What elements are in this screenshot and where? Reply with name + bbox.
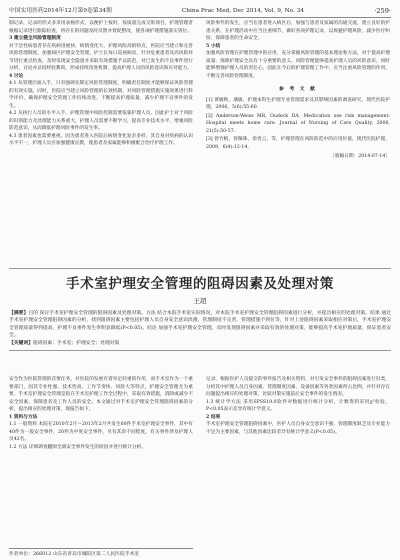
references-list — [206, 97, 390, 152]
section-heading: 1 资料与方法 — [9, 414, 38, 420]
abstract-text: 目的 探讨手术室护理安全管理的阻碍因素及处理对策。方法 结合本院手术室实际情况，对本院手术室护理安全管理阻碍因素进行分析，并提出相应的处理对策。结果 通过手术室护理安全管理阻碍因素的分析，找到阻碍因素主要包括护理人员自身安全意识淡薄、管理制度不完善、管理措施不到位等，针对上述阻碍因素采取相应对策后，手术室护理安全管理质量得到提高，护理不良事件发生率明显降低(P<0.05)。结论 加强手术室护理安全管理，及时发现阻碍因素并采取有效的处理对策，能够提高手术室护理质量，保证患者安全。 — [9, 311, 391, 339]
reference-item: [3] 曾竹帆，曾佩珠，余善云，等，护理管理在风险防范中的应用价值，现代医院护理，2009，6(4):12-14. — [206, 137, 390, 150]
journal-name: 中国实用医药2014年12月第9卷第34期 — [9, 7, 112, 14]
body-paragraph: 1.2 方法 详细调查翻阅全部安全事件发生的原因并进行统计分析。 — [9, 444, 146, 450]
abstract-paragraph — [9, 310, 391, 340]
section-heading: 5 小结 — [206, 43, 221, 49]
keywords-tag: 【关键词】 — [9, 339, 33, 346]
keywords-paragraph — [9, 340, 391, 347]
body-paragraph: 对于急性病患者存在疾病进展快、病情变化大、护理风险高的特点，医院应当建立和完善风险管理制度，加强病区护理安全管理，护士长每日巡视病房，针对危重患者及高风险环节进行重点检查，及时发现安全隐患并采取有效措施予以防范，对已发生的不良事件进行分析、讨论并总结经验教训，形成持续改进机制，提高护理人员的风险意识和应对能力。 — [9, 43, 193, 71]
body-paragraph: 4.3 患者因素也需要重视，因为患者进入医院后病情变化复杂多样，其自身对疾病的认识水平不一，护理人员应加强健康宣教，使患者及家属能够积极配合治疗护理工作。 — [9, 133, 193, 146]
references-heading: 参 考 文 献 — [279, 87, 317, 92]
body-paragraph: 风险事件的发生，应当在患者进入病区后，加强与患者及家属的沟通交流，建立良好的护患关系，在护理活动中应当注重细节，做好各项护理记录，以规避护理风险，减少医疗纠纷，保障患者的生命安全。 — [206, 21, 390, 41]
body-paragraph: 安全作为医院管理的首要任务，对医院的发展有着举足轻重的作用，而手术室作为一个重要部门，因其专业性强、技术性高、工作节奏快、风险大等特点，护理安全管理尤为重要，手术室护理安全管理是指在手术室护理工作全过程中，采取有效措施，消除或减少不安全因素，保障患者及工作人员的安全。本文通过对手术室护理安全管理阻碍因素的分析，提出相应的处理对策，现报告如下。 — [9, 377, 193, 412]
abstract-block — [9, 310, 391, 351]
body-paragraph: 1.1 一般资料 本院在2010年2月～2013年2月共发生60件手术室护理安全事件，其中有40件为一般安全事件，20件为中度安全事件，另有其余不同程度，有关事件涉及护理人员42名。 — [9, 422, 193, 442]
body-paragraph: 记录，根据医护人员提交的事件报告及相关资料，对引发安全事件的阻碍因素进行归类，分析其中护理人员自身因素、管理制度因素、设备因素等各类因素所占比例，并针对存在问题提出相应的处理对策，比较对策实施前后安全事件的发生情况。 — [206, 377, 390, 397]
author-affiliation: 作者单位：266012 山东省青岛市城阳区第二人民医院手术室 — [9, 548, 193, 557]
body-paragraph: 制记录，记录的形式多采用表格形式，以便护士按时、按质量完成交班项目，护理管理者根据记录进行跟踪检查，将存在的问题及时反馈并督促整改，使各项护理措施落实到位。 — [9, 21, 193, 34]
reference-item: [2] Anderson-Weiss MR, Oudeck DA. Medication use risk management: Hospital meets home care. Journal of Nursing of Care Quality, 2006, 21(5):50-57. — [206, 113, 390, 134]
journal-citation: China Prac Med, Dec 2014, Vol. 9, No. 34 — [181, 7, 305, 14]
running-header — [9, 5, 391, 18]
abstract-tag: 【摘要】 — [9, 310, 29, 316]
article-right-column — [206, 376, 390, 436]
section-heading: 3 建立健全风险管理制度 — [9, 36, 61, 41]
body-paragraph: 4.1 从管理层面入手，只有强调先制定风险管理制度，明确责任制度才能够保证风险管理的有效实施。同时，医院应当建立风险管理的长效机制，对风险管理措施实施效果进行科学评价，确保护理安全管理工作持续改进，不断提高护理质量，减少护理不良事件的发生。 — [9, 81, 193, 109]
keywords-text: 阻碍因素；手术室；护理安全；处理对策 — [33, 340, 120, 346]
article-title: 手术室护理安全管理的阻碍因素及处理对策 — [66, 276, 334, 292]
body-paragraph: 1.3 统计学方法 采用SPSS19.0软件对数据进行统计分析，计数资料采用χ²检验，P<0.05表示差异有统计学意义。 — [206, 399, 390, 412]
previous-article-right-column — [206, 20, 390, 161]
article-author: 王超 — [193, 297, 207, 305]
previous-article-left-column — [9, 20, 193, 148]
section-heading: 4 讨论 — [9, 73, 24, 79]
article-left-column — [9, 376, 193, 451]
page-number: ·259· — [374, 6, 391, 15]
body-paragraph: 4.2 从执行人员的水平入手，护理管理中风险控制需要依靠护理人员，因此护士对于风险的识别能力及处理能力关系重大，护理人员需要不断学习，提高专业技术水平，增强风险防范意识，从而降低护理风险事件的发生率。 — [9, 111, 193, 131]
article-separator — [9, 268, 391, 269]
section-heading: 2 结果 — [206, 414, 221, 420]
body-paragraph: 加强风险管理在护理管理中的应用，充分掌握风险管理的基本理论和方法，对于提高护理质量、保障护理安全具有十分重要的意义。风险管理能够提高护理人员的风险意识，同时能够增强护理人员的责任心，因此在今后的护理管理工作中，应当注重风险管理的作用，不断完善风险管理制度。 — [206, 51, 390, 79]
reference-item: [1] 黄敏秋，潘敏，护理本科生护理专业管理需求及其影响因素的调查研究，现代医院护理，2006，5(6):55-60. — [206, 97, 390, 110]
received-date: ［收稿日期：2014-07-14］ — [330, 154, 390, 159]
body-paragraph: 手术室护理安全管理阻碍因素中，医护人员自身安全意识不强、管理制度缺乏及专业能力不足为主要因素，与其他因素比较差异有统计学意义(P<0.05)。 — [206, 422, 390, 435]
